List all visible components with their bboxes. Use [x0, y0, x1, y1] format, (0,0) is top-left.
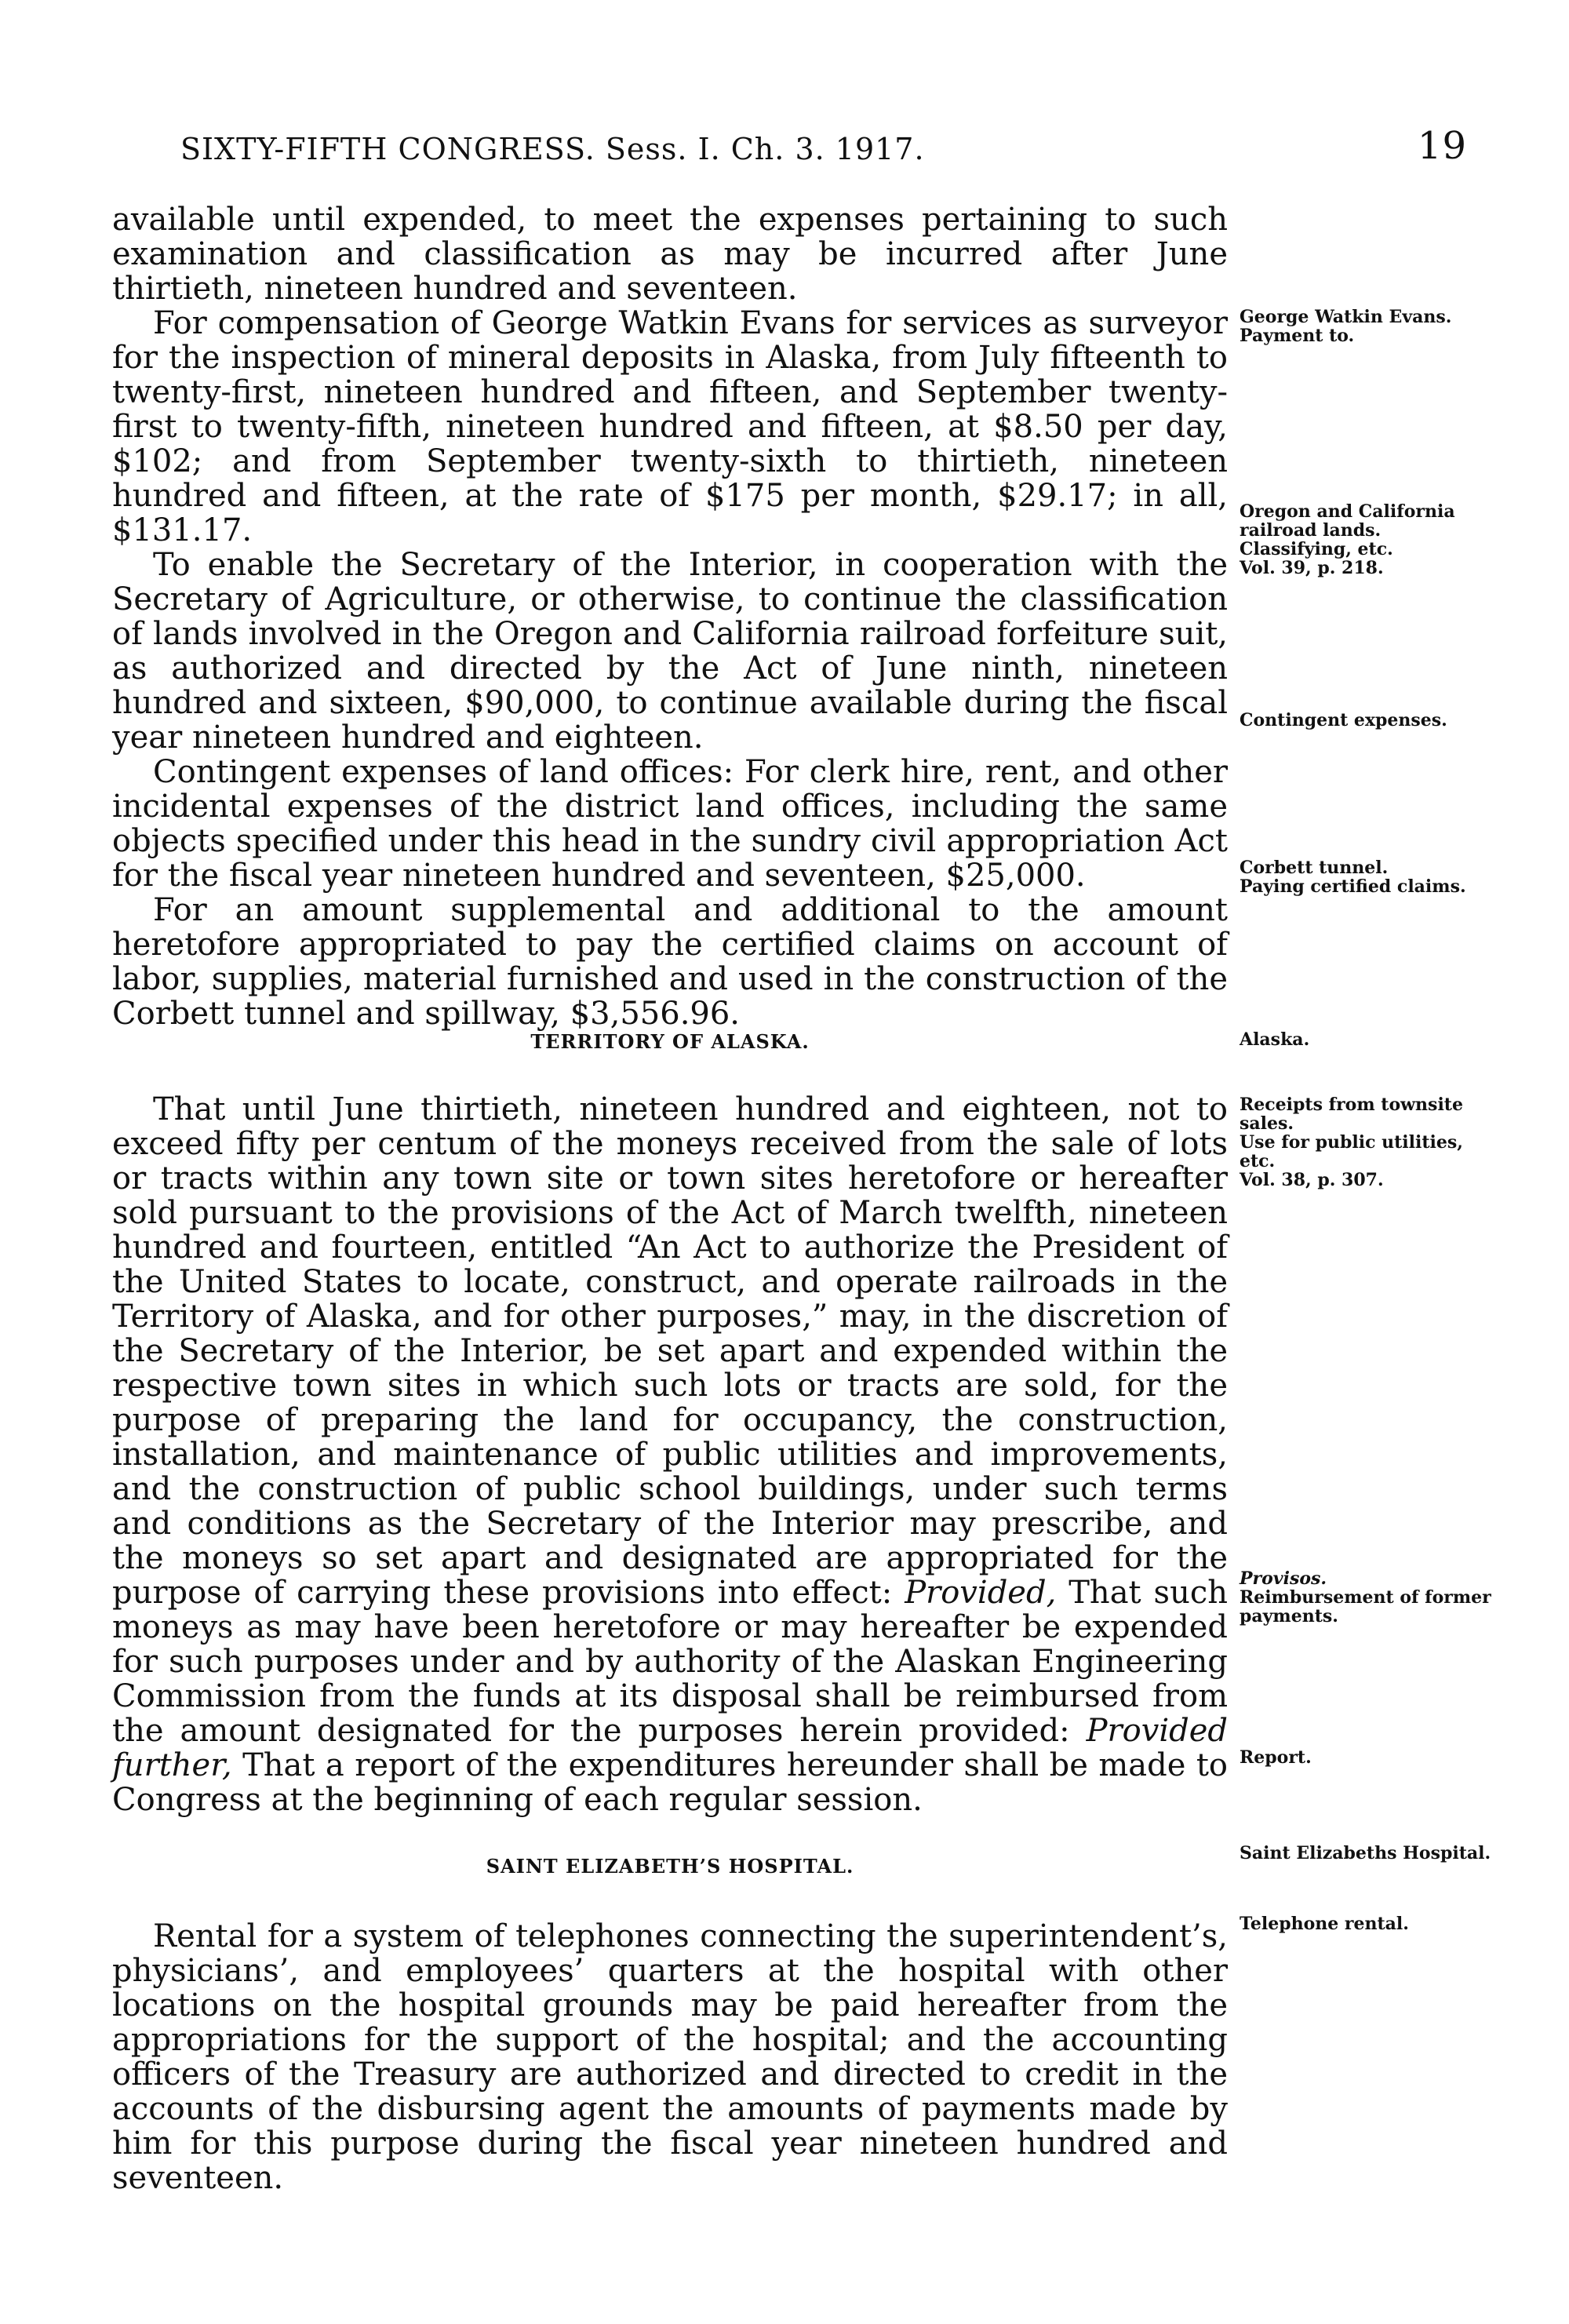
paragraph-corbett-tunnel: For an amount supplemental and additional to the amount heretofore appropriated to pay the certified claims on account of labor, supplies, material furnished and used in the construction of the Corbett tunnel and spillway, $3,556.96. — [112, 892, 1228, 1032]
margin-note-line: Report. — [1240, 1747, 1312, 1768]
margin-note-line: Oregon and California railroad lands. — [1240, 501, 1455, 541]
text-block-alaska — [112, 1092, 1228, 1817]
margin-note-line: Alaska. — [1240, 1029, 1310, 1050]
margin-note-receipts — [1240, 1095, 1498, 1189]
margin-note-hospital — [1240, 1844, 1498, 1863]
running-title: SIXTY-FIFTH CONGRESS. Sess. I. Ch. 3. 1917. — [180, 132, 925, 166]
margin-note-report — [1240, 1748, 1498, 1767]
margin-note-alaska — [1240, 1030, 1498, 1049]
margin-note-provisos — [1240, 1569, 1498, 1626]
margin-note-line: Classifying, etc. — [1240, 539, 1393, 559]
text-block-appropriations — [112, 202, 1228, 1031]
text-run: That a report of the expenditures hereunder shall be made to Congress at the beginning of each regular session. — [112, 1747, 1228, 1818]
margin-note-contingent — [1240, 711, 1498, 730]
margin-note-line: Saint Elizabeths Hospital. — [1240, 1843, 1491, 1863]
margin-note-line: Paying certified claims. — [1240, 876, 1466, 897]
margin-note-line: Contingent expenses. — [1240, 710, 1447, 730]
margin-note-line: Payment to. — [1240, 326, 1355, 346]
margin-note-line: Telephone rental. — [1240, 1914, 1409, 1934]
section-heading-alaska: TERRITORY OF ALASKA. — [530, 1030, 810, 1053]
paragraph-alaska-townsites — [112, 1092, 1228, 1817]
margin-note-telephone — [1240, 1914, 1498, 1933]
margin-note-oregon — [1240, 502, 1498, 577]
paragraph-oregon-california: To enable the Secretary of the Interior, in cooperation with the Secretary of Agriculture, or otherwise, to continue the classification of lands involved in the Oregon and California railroad forfeiture suit, as authorized and directed by the Act of June ninth, nineteen hundred and sixteen, $90,000, to continue available during the fiscal year nineteen hundred and eighteen. — [112, 547, 1228, 756]
proviso-term: Provided, — [905, 1575, 1057, 1611]
paragraph-telephone-rental: Rental for a system of telephones connecting the superintendent’s, physicians’, and employees’ quarters at the hospital with other locations on the hospital grounds may be paid hereafter from the appropriations for the support of the hospital; and the accounting officers of the Treasury are authorized and directed to credit in the accounts of the disbursing agent the amounts of payments made by him for this purpose during the fiscal year nineteen hundred and seventeen. — [112, 1918, 1228, 2196]
margin-note-line: Receipts from townsite sales. — [1240, 1095, 1463, 1134]
text-block-hospital — [112, 1919, 1228, 2195]
margin-note-line: Use for public utilities, etc. — [1240, 1132, 1463, 1171]
margin-note-corbett — [1240, 858, 1498, 896]
paragraph-contingent-expenses: Contingent expenses of land offices: For clerk hire, rent, and other incidental expenses of the district land offices, including the same objects specified under this head in the sundry civil appropriation Act for the fiscal year nineteen hundred and seventeen, $25,000. — [112, 754, 1228, 894]
section-heading-hospital: SAINT ELIZABETH’S HOSPITAL. — [486, 1855, 854, 1878]
margin-note-line: Vol. 38, p. 307. — [1240, 1170, 1384, 1190]
margin-note-line: Reimbursement of former payments. — [1240, 1587, 1491, 1626]
paragraph-evans: For compensation of George Watkin Evans for services as surveyor for the inspection of mineral deposits in Alaska, from July fifteenth to twenty-first, nineteen hundred and fifteen, and September twenty-first to twenty-fifth, nineteen hundred and fifteen, at $8.50 per day, $102; and from September twenty-sixth to thirtieth, nineteen hundred and fifteen, at the rate of $175 per month, $29.17; in all, $131.17. — [112, 305, 1228, 548]
running-head — [118, 126, 1467, 173]
margin-note-line: Corbett tunnel. — [1240, 858, 1389, 878]
margin-note-evans — [1240, 308, 1498, 345]
proviso-term: Provided further, — [112, 1713, 1228, 1783]
margin-note-line: Vol. 39, p. 218. — [1240, 558, 1384, 578]
text-run: That such moneys as may have been heretofore or may hereafter be expended for such purposes under and by authority of the Alaskan Engineering Commission from the funds at its disposal shall be reimbursed from the amount designated for the purposes herein provided: — [112, 1575, 1229, 1749]
margin-note-line: George Watkin Evans. — [1240, 307, 1452, 327]
text-run: That until June thirtieth, nineteen hundred and eighteen, not to exceed fifty per centum of the moneys received from the sale of lots or tracts within any town site or town sites heretofore or hereafter sold pursuant to the provisions of the Act of March twelfth, nineteen hundred and fourteen, entitled “An Act to authorize the President of the United States to locate, construct, and operate railroads in the Territory of Alaska, and for other purposes,” may, in the discretion of the Secretary of the Interior, be set apart and expended within the respective town sites in which such lots or tracts are sold, for the purpose of preparing the land for occupancy, the construction, installation, and maintenance of public utilities and improvements, and the construction of public school buildings, under such terms and conditions as the Secretary of the Interior may prescribe, and the moneys so set apart and designated are appropriated for the purpose of carrying these provisions into effect: — [112, 1091, 1228, 1611]
margin-note-line: Provisos. — [1240, 1568, 1327, 1589]
page-number: 19 — [1417, 124, 1467, 168]
paragraph-continuation: available until expended, to meet the expenses pertaining to such examination and classification as may be incurred after June thirtieth, nineteen hundred and seventeen. — [112, 202, 1228, 307]
